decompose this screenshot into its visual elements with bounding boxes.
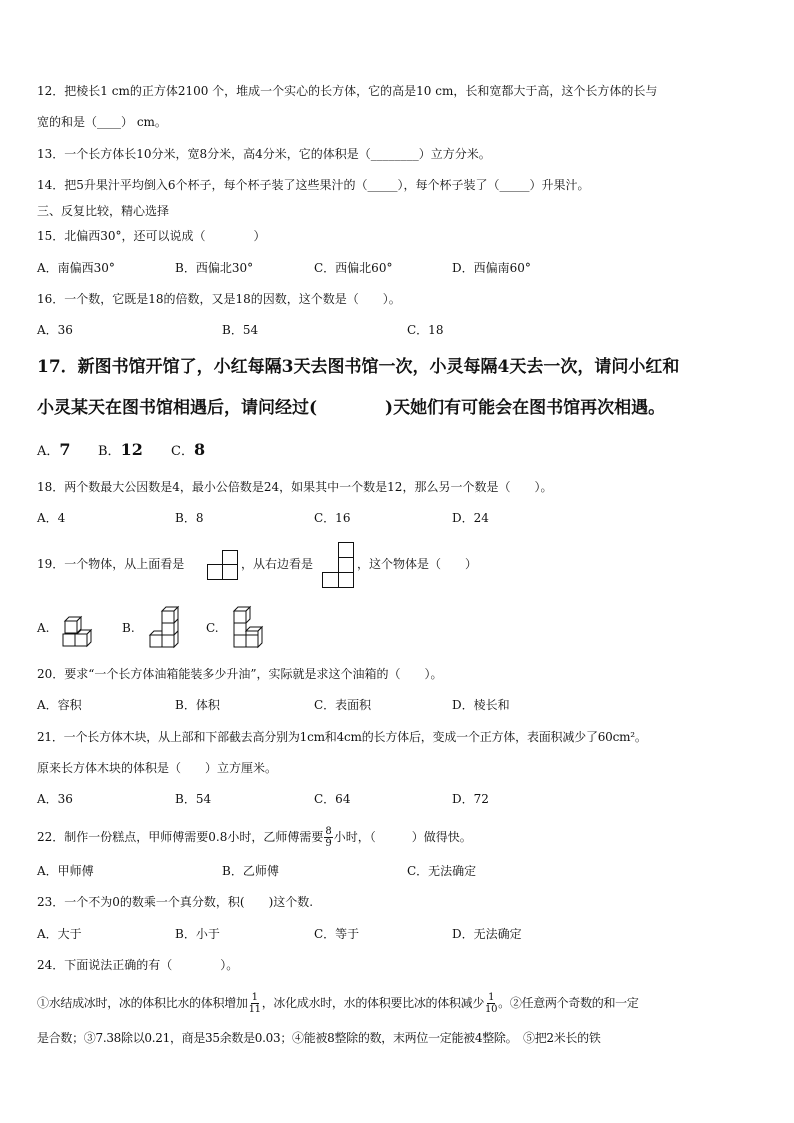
q18-option-d[interactable]: D．24 [452, 511, 489, 525]
q20-stem: 20．要求“一个长方体油箱能装多少升油”，实际就是求这个油箱的（ ）。 [37, 667, 443, 681]
q16-option-a[interactable]: A．36 [37, 323, 73, 337]
q18-option-b[interactable]: B．8 [175, 511, 204, 525]
q15-option-a[interactable]: A．南偏西30° [37, 261, 115, 275]
q17-option-c[interactable] [171, 442, 205, 460]
right-view-figure [322, 542, 355, 589]
q15-option-d[interactable]: D．西偏南60° [452, 261, 531, 275]
q17-option-c-letter: C． [171, 444, 194, 459]
q24-line1-c: 。②任意两个奇数的和一定 [498, 996, 639, 1010]
q24-line2: 是合数；③7.38除以0.21，商是35余数是0.03；④能被8整除的数，末两位一定能被4整除。 ⑤把2米长的铁 [37, 1031, 601, 1045]
q17-option-c-value: 8 [193, 440, 206, 459]
q17-option-b-value: 12 [120, 440, 143, 459]
option-c-cube-figure[interactable] [228, 605, 270, 649]
q22-option-b[interactable]: B．乙师傅 [222, 864, 279, 878]
q19-option-b-label[interactable]: B. [122, 621, 135, 635]
q20-option-c[interactable]: C．表面积 [314, 698, 372, 712]
q21-option-d[interactable]: D．72 [452, 792, 489, 806]
q22-option-c[interactable]: C．无法确定 [407, 864, 477, 878]
q19-option-a-label[interactable]: A. [37, 621, 50, 635]
q19-stem-a: 19．一个物体，从上面看是 [37, 557, 185, 571]
q23-option-b[interactable]: B．小于 [175, 927, 220, 941]
q22-stem-b: 小时，（ ）做得快。 [333, 830, 472, 844]
q24-line1 [37, 992, 639, 1015]
q24-fraction-1 [249, 992, 261, 1015]
q24-f1-num: 1 [251, 992, 258, 1003]
q24-f2-den: 10 [485, 1004, 498, 1015]
q24-line1-b: ，冰化成水时，水的体积要比冰的体积减少 [261, 996, 485, 1010]
q20-option-d[interactable]: D．棱长和 [452, 698, 510, 712]
option-a-cube-figure[interactable] [59, 608, 97, 648]
q16-option-b[interactable]: B．54 [222, 323, 259, 337]
q15-option-c[interactable]: C．西偏北60° [314, 261, 393, 275]
q22-stem-a: 22．制作一份糕点，甲师傅需要0.8小时，乙师傅需要 [37, 830, 324, 844]
q19-stem-c: ，这个物体是（ ） [357, 557, 478, 571]
q18-stem: 18．两个数最大公因数是4，最小公倍数是24，如果其中一个数是12，那么另一个数是（ ）。 [37, 480, 553, 494]
q18-option-a[interactable]: A．4 [37, 511, 66, 525]
q18-option-c[interactable]: C．16 [314, 511, 351, 525]
q21-line2: 原来长方体木块的体积是（ ）立方厘米。 [37, 761, 278, 775]
q24-f1-den: 11 [248, 1004, 261, 1015]
section-heading: 三、反复比较，精心选择 [37, 204, 170, 218]
q17-line2: 小灵某天在图书馆相遇后，请问经过( )天她们有可能会在图书馆再次相遇。 [37, 398, 666, 418]
top-view-figure [207, 550, 239, 580]
q17-option-a-letter: A． [37, 444, 60, 459]
q17-option-a[interactable] [37, 442, 71, 460]
q12-line2: 宽的和是（____） cm。 [37, 115, 167, 129]
q22-option-a[interactable]: A．甲师傅 [37, 864, 94, 878]
q15-stem: 15．北偏西30°，还可以说成（ ） [37, 229, 266, 243]
q19-stem-b: ，从右边看是 [241, 557, 314, 571]
q23-option-d[interactable]: D．无法确定 [452, 927, 522, 941]
q24-line1-a: ①水结成冰时，冰的体积比水的体积增加 [37, 996, 248, 1010]
q12-line1: 12．把棱长1 cm的正方体2100 个，堆成一个实心的长方体，它的高是10 cm，长和宽都大于高，这个长方体的长与 [37, 84, 658, 98]
q22-frac-num: 8 [325, 826, 332, 837]
q16-stem: 16．一个数，它既是18的倍数，又是18的因数，这个数是（ ）。 [37, 292, 401, 306]
q17-option-a-value: 7 [59, 440, 71, 459]
q21-option-c[interactable]: C．64 [314, 792, 351, 806]
q24-fraction-2 [485, 992, 497, 1015]
q17-option-b-letter: B． [98, 444, 121, 459]
q21-line1: 21．一个长方体木块，从上部和下部截去高分别为1cm和4cm的长方体后，变成一个正方体，表面积减少了60cm²。 [37, 730, 647, 744]
option-b-cube-figure[interactable] [144, 605, 186, 649]
q21-option-a[interactable]: A．36 [37, 792, 73, 806]
q20-option-b[interactable]: B．体积 [175, 698, 220, 712]
q22-frac-den: 9 [325, 838, 332, 849]
q21-option-b[interactable]: B．54 [175, 792, 212, 806]
q14-text: 14．把5升果汁平均倒入6个杯子，每个杯子装了这些果汁的（_____），每个杯子装了（_____）升果汁。 [37, 178, 590, 192]
q24-stem: 24．下面说法正确的有（ ）。 [37, 958, 239, 972]
q23-option-c[interactable]: C．等于 [314, 927, 360, 941]
q17-option-b[interactable] [98, 442, 143, 460]
q17-line1: 17．新图书馆开馆了，小红每隔3天去图书馆一次，小灵每隔4天去一次，请问小红和 [37, 357, 680, 377]
q15-option-b[interactable]: B．西偏北30° [175, 261, 254, 275]
q24-f2-num: 1 [488, 992, 495, 1003]
q23-option-a[interactable]: A．大于 [37, 927, 82, 941]
q19-option-c-label[interactable]: C. [206, 621, 219, 635]
q16-option-c[interactable]: C．18 [407, 323, 444, 337]
q20-option-a[interactable]: A．容积 [37, 698, 82, 712]
q22-stem [37, 826, 472, 849]
q13-text: 13．一个长方体长10分米，宽8分米，高4分米，它的体积是（________）立方分米。 [37, 147, 491, 161]
q22-fraction [324, 826, 332, 849]
q23-stem: 23．一个不为0的数乘一个真分数，积( )这个数. [37, 895, 314, 909]
